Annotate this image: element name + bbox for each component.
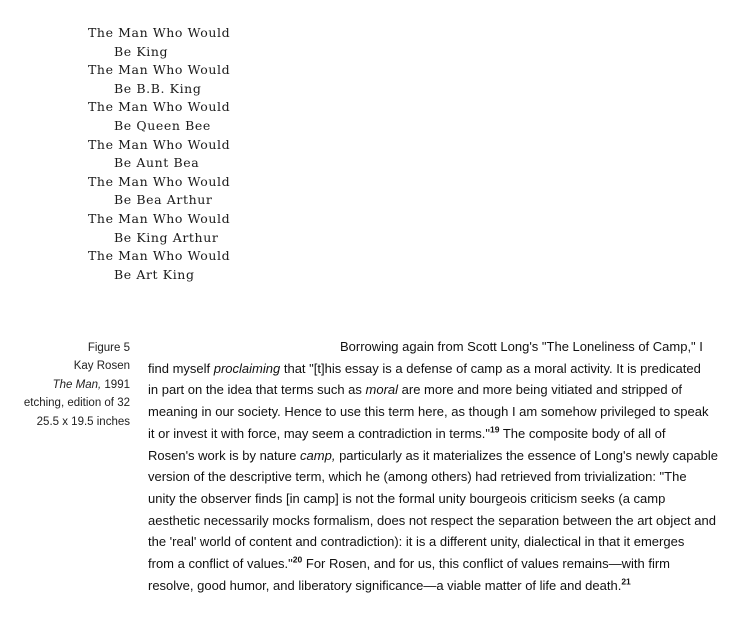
poem-stanza: [88, 247, 230, 284]
poem-line: The Man Who Would: [88, 99, 231, 115]
text-line: version of the descriptive term, which he (among others) had retrieved from trivialization: "The: [148, 469, 687, 485]
poem-line: The Man Who Would: [88, 25, 231, 40]
text-line: [148, 445, 724, 467]
text-run: are more and more being vitiated and stripped of: [398, 382, 683, 398]
emphasis: proclaiming: [213, 360, 281, 376]
text-run: it or invest it with force, may seem a contradiction in terms.": [148, 425, 491, 441]
text-line: [148, 575, 724, 597]
text-line: [148, 358, 724, 380]
emphasis: moral: [365, 382, 399, 398]
poem-line: Be King: [114, 43, 169, 59]
text-run: from a conflict of values.": [148, 556, 293, 572]
figure-number: Figure 5: [87, 342, 130, 354]
artwork-dimensions: 25.5 x 19.5 inches: [36, 415, 130, 428]
emphasis: camp,: [300, 447, 336, 463]
artwork-medium: etching, edition of 32: [23, 397, 130, 410]
text-line: [148, 379, 724, 401]
poem-line: Be Aunt Bea: [114, 155, 200, 171]
poem-line: The Man Who Would: [88, 248, 231, 264]
text-run: resolve, good humor, and liberatory significance—a viable matter of life and death.: [148, 577, 622, 593]
poem-stanza: [88, 24, 230, 61]
text-run: in part on the idea that terms such as: [148, 382, 366, 398]
poem-stanza: [88, 136, 230, 173]
text-line: [148, 423, 724, 445]
footnote-marker: 21: [621, 576, 631, 587]
text-run: find myself: [148, 360, 214, 376]
poem-stanza: [88, 210, 230, 247]
poem-stanza: [88, 173, 230, 210]
text-line: [148, 553, 724, 575]
poem-line: The Man Who Would: [88, 173, 231, 189]
text-run: that "[t]his essay is a defense of camp as a moral activity. It is predicated: [280, 360, 701, 376]
poem-line: The Man Who Would: [88, 136, 231, 152]
text-run: The composite body of all of: [499, 425, 666, 441]
poem-line: Be Queen Bee: [114, 117, 211, 133]
footnote-marker: 19: [490, 424, 500, 435]
artwork-year: 1991: [101, 378, 130, 391]
poem-line: Be Art King: [114, 266, 195, 282]
poem-line: The Man Who Would: [88, 62, 231, 78]
text-run: For Rosen, and for us, this conflict of values remains—with firm: [302, 556, 671, 572]
text-run: particularly as it materializes the essence of Long's newly capable: [335, 447, 719, 463]
poem-line: Be King Arthur: [114, 229, 219, 245]
text-line: unity the observer finds [in camp] is not the formal unity bourgeois criticism seeks (a camp: [148, 490, 666, 506]
text-line: Borrowing again from Scott Long's "The Loneliness of Camp," I: [340, 339, 703, 354]
text-line: the 'real' world of content and contradiction): it is a different unity, dialectical in that it emerges: [148, 534, 685, 550]
footnote-marker: 20: [292, 554, 303, 565]
figure-caption: [24, 339, 130, 431]
artwork-title: The Man,: [52, 378, 102, 391]
poem-stanza: [88, 98, 230, 135]
artwork-poem: [88, 24, 230, 284]
text-line: meaning in our society. Hence to use this term here, as though I am somehow privileged to speak: [148, 404, 709, 420]
poem-line: The Man Who Would: [88, 210, 231, 226]
artist-name: Kay Rosen: [73, 360, 130, 373]
poem-line: Be Bea Arthur: [114, 192, 213, 208]
poem-stanza: [88, 61, 230, 98]
poem-line: Be B.B. King: [114, 80, 202, 96]
artwork-title-line: [24, 376, 130, 394]
body-paragraph: [148, 336, 724, 596]
text-line: aesthetic necessarily mocks formalism, does not respect the separation between the art object and: [148, 512, 716, 528]
text-run: Rosen's work is by nature: [148, 447, 301, 463]
